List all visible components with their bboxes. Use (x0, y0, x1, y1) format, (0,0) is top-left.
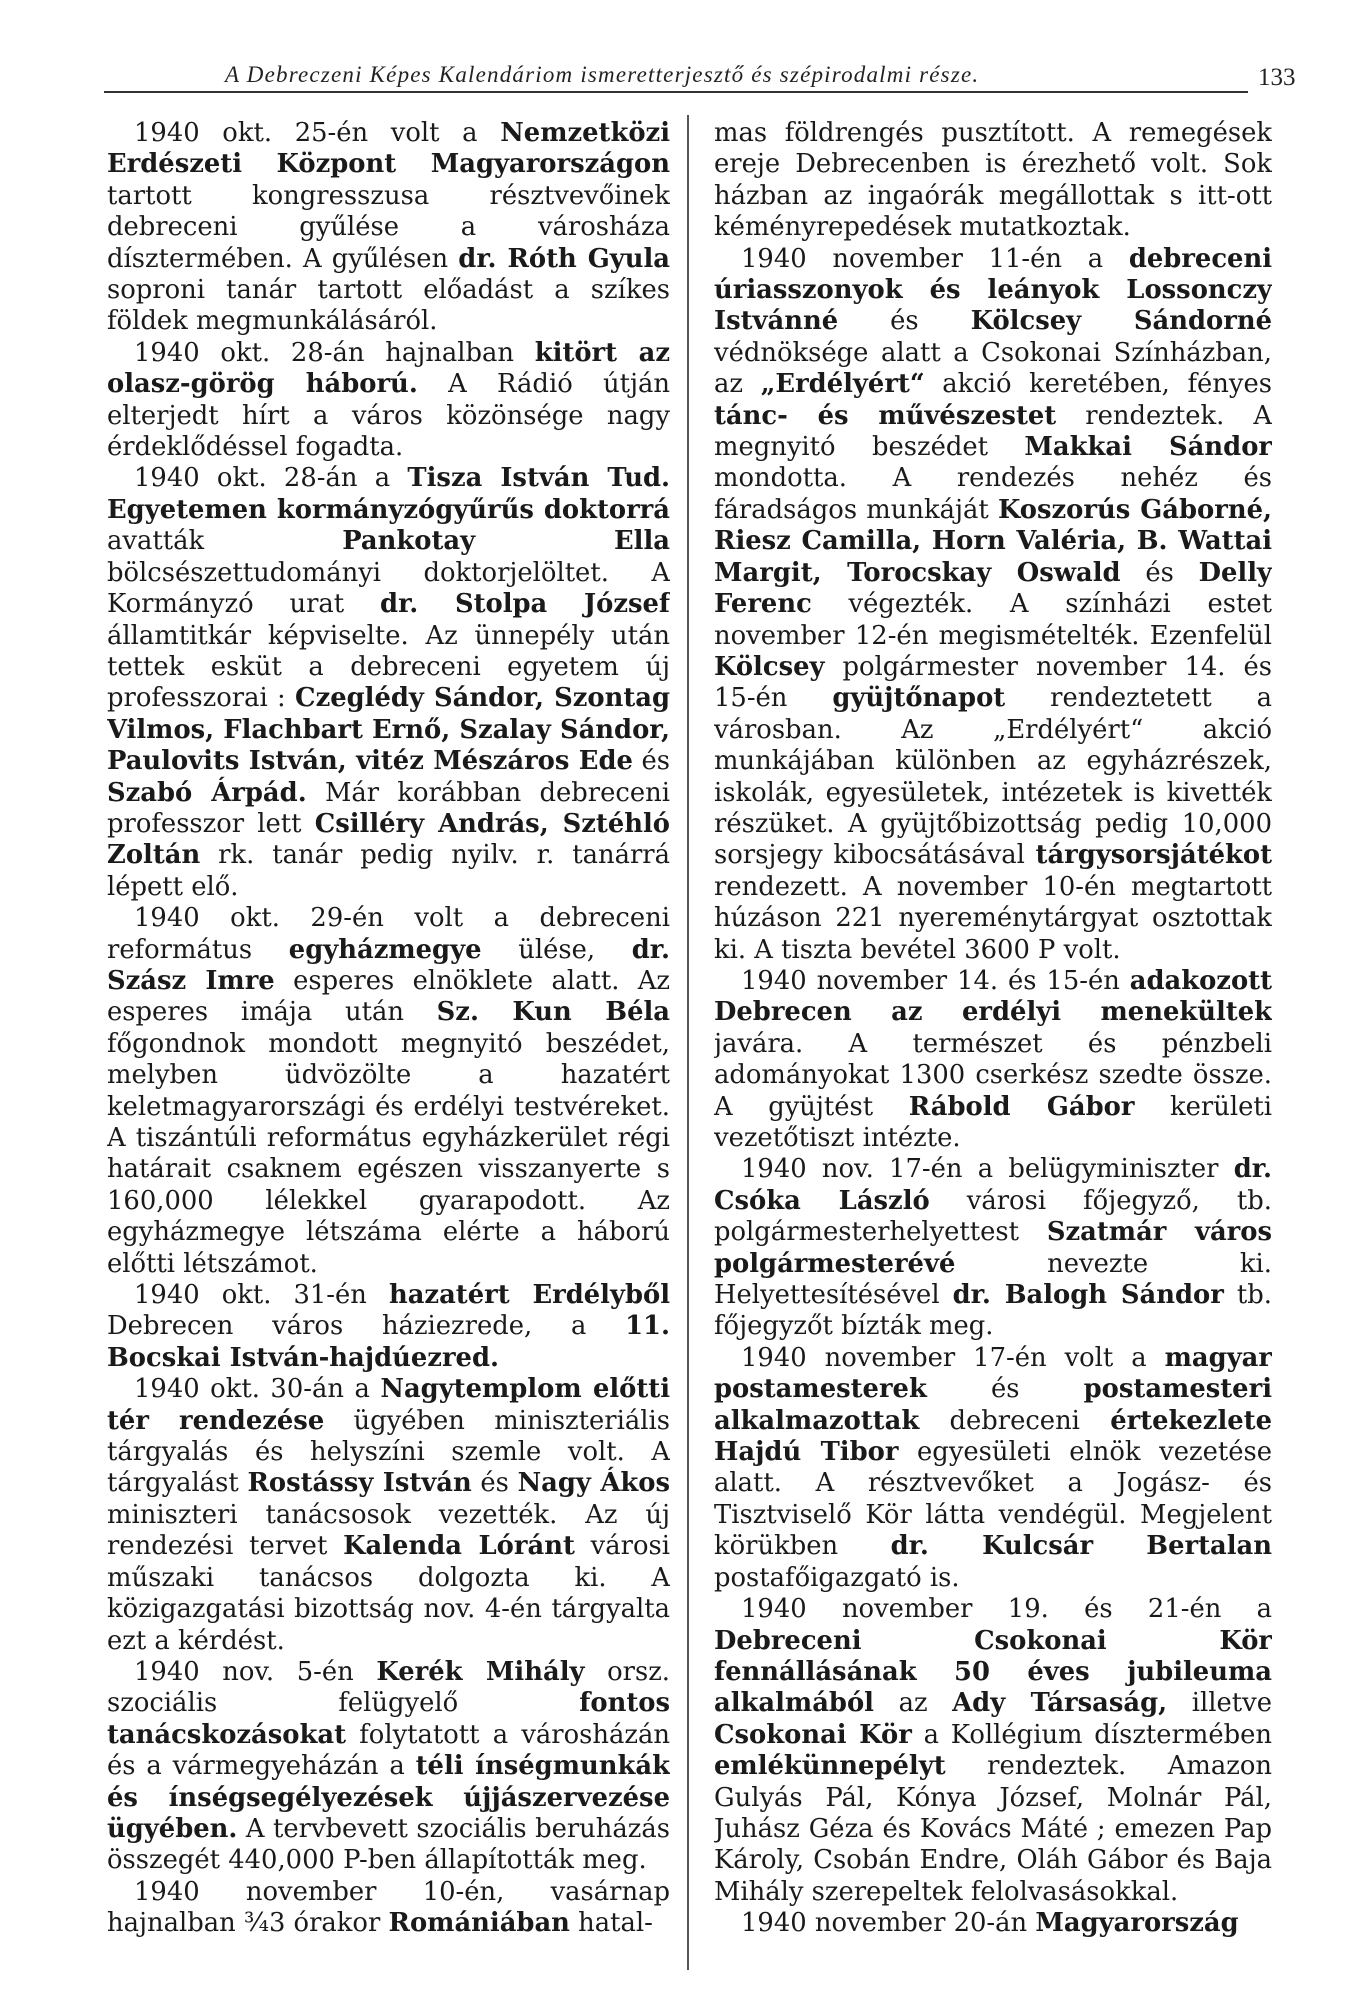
bold-text: Rábold Gábor (908, 1091, 1135, 1122)
text-segment: tb. főjegyzőt bízták meg. (714, 1280, 1272, 1342)
bold-text: Makkai Sándor (1024, 432, 1272, 463)
bold-text: dr. Stolpa József (380, 589, 670, 620)
bold-text: Tisza István Tud. Egyetemen kormányzógyűrűs doktorrá (107, 463, 670, 525)
paragraph (714, 1594, 1272, 1908)
bold-text: gyüjtőnapot (832, 683, 1006, 714)
text-segment: rendeztetett a városban. Az „Erdélyért“ akció munkájában különben az egyházrészek, iskolák, egyesületek, intézetek is kivették részüket. A gyüjtőbizottság pedig 10,000 sorsjegy kibocsátásával (714, 683, 1272, 871)
bold-text: Nagytemplom előtti tér rendezése (107, 1374, 670, 1436)
text-segment: postafőigazgató is. (714, 1562, 960, 1593)
text-segment: 1940 okt. 29-én volt a debreceni református (107, 903, 670, 965)
column-divider (687, 115, 689, 1970)
bold-text: Szabó Árpád. (107, 777, 307, 808)
bold-text: adakozott Debrecen az erdélyi menekültek (714, 965, 1272, 1028)
text-segment: 1940 november 10-én, vasárnap hajnalban ¾3 órakor (107, 1876, 670, 1939)
paragraph (107, 1280, 670, 1374)
bold-text: Csokonai Kör (714, 1719, 912, 1750)
bold-text: Delly Ferenc (714, 557, 1272, 620)
text-segment: 1940 okt. 31-én (134, 1280, 389, 1311)
text-segment: az (873, 1688, 953, 1719)
text-segment: avatták (107, 526, 343, 557)
text-segment: és (632, 746, 670, 777)
page-number: 133 (1258, 64, 1296, 91)
bold-text: tárgysorsjátékot (1035, 840, 1272, 871)
bold-text: Rostássy István (247, 1468, 472, 1499)
text-segment: városi műszaki tanácsos dolgozta ki. A közigazgatási bizottság nov. 4-én tárgyalta ezt a kérdést. (107, 1531, 670, 1656)
running-head-title: A Debreczeni Képes Kalendáriom ismeretterjesztő és szépirodalmi része. (225, 62, 980, 87)
bold-text: Kölcsey (714, 651, 825, 682)
text-segment: A Rádió útján elterjedt hírt a város közönsége nagy érdeklődéssel fogadta. (107, 369, 670, 463)
text-segment: illetve (1167, 1688, 1272, 1719)
text-segment: ülése, (481, 934, 632, 965)
bold-text: dr. Róth Gyula (458, 243, 670, 274)
text-segment: és (838, 306, 971, 337)
text-segment: hatal- (569, 1908, 653, 1939)
bold-text: értekezlete Hajdú Tibor (714, 1405, 1272, 1468)
bold-text: Kalenda Lóránt (343, 1531, 575, 1562)
text-segment: bölcsészettudományi doktorjelöltet. A Kormányzó urat (107, 557, 670, 620)
text-segment: Már korábban debreceni professzor lett (107, 777, 670, 839)
bold-text: hazatért Erdélyből (388, 1280, 670, 1311)
paragraph (107, 1374, 670, 1657)
text-segment: államtitkár képviselte. Az ünnepély után tettek esküt a debreceni egyetem új professzorai : (107, 620, 670, 714)
text-segment: és (1120, 557, 1199, 588)
bold-text: Csilléry András, Sztéhló Zoltán (107, 808, 670, 871)
bold-text: tánc- és művészestet (714, 400, 1057, 431)
text-segment: kerületi vezetőtiszt intézte. (714, 1091, 1272, 1153)
paragraph (714, 244, 1272, 966)
bold-text: Kölcsey Sándorné (970, 306, 1272, 337)
text-segment: védnöksége alatt a Csokonai Színházban, az (714, 337, 1272, 400)
text-segment: 1940 okt. 28-án hajnalban (134, 337, 535, 368)
text-segment: 1940 nov. 5-én (134, 1656, 377, 1687)
header-rule (104, 91, 1248, 93)
bold-text: Nagy Ákos (517, 1468, 670, 1499)
text-segment: 1940 november 14. és 15-én (741, 965, 1130, 996)
text-segment: mondotta. A rendezés nehéz és fáradságos munkáját (714, 463, 1272, 525)
bold-text: Pankotay Ella (342, 526, 670, 557)
bold-text: téli ínségmunkák és ínségsegélyezések újjászervezése ügyében. (107, 1751, 670, 1844)
bold-text: egyházmegye (288, 934, 482, 965)
text-segment: folytatott a városházán és a vármegyeházán a (107, 1719, 670, 1782)
bold-text: Nemzetközi Erdészeti Központ Magyarországon (107, 118, 670, 180)
bold-text: magyar postamesterek (714, 1342, 1272, 1405)
paragraph (107, 118, 670, 338)
text-segment: rendeztek. Amazon Gulyás Pál, Kónya József, Molnár Pál, Juhász Géza és Kovács Máté ; emezen Pap Károly, Csobán Endre, Oláh Gábor és Baja Mihály szerepeltek felolvasásokkal. (714, 1751, 1272, 1907)
text-segment: 1940 november 20-án (741, 1908, 1036, 1939)
bold-text: Koszorús Gáborné, Riesz Camilla, Horn Valéria, B. Wattai Margit, Torocskay Oswald (714, 494, 1272, 588)
bold-text: dr. Kulcsár Bertalan (890, 1531, 1272, 1562)
text-segment: rendeztek. A megnyitó beszédet (714, 400, 1272, 463)
text-segment: rk. tanár pedig nyilv. r. tanárrá lépett elő. (107, 840, 670, 902)
text-segment: végezték. A színházi estet november 12-én megismételték. Ezenfelül (714, 589, 1272, 651)
bold-text: dr. Szász Imre (107, 934, 670, 996)
bold-text: 11. Bocskai István-hajdúezred. (107, 1311, 670, 1373)
bold-text: Czeglédy Sándor, Szontag Vilmos, Flachbart Ernő, Szalay Sándor, Paulovits István, vitéz Mészáros Ede (107, 683, 670, 777)
bold-text: Magyarország (1035, 1908, 1239, 1939)
text-segment: nevezte ki. Helyettesítésével (714, 1248, 1272, 1311)
text-segment: 1940 november 11-én a (741, 243, 1129, 274)
paragraph (714, 118, 1272, 244)
text-segment: 1940 okt. 25-én volt a (134, 118, 501, 148)
paragraph (107, 1657, 670, 1877)
text-segment: akció keretében, fényes (924, 369, 1272, 400)
text-segment: városi főjegyző, tb. polgármesterhelyettest (714, 1185, 1272, 1248)
text-segment: egyesületi elnök vezetése alatt. A résztvevőket a Jogász- és Tisztviselő Kör látta vendégül. Megjelent körükben (714, 1437, 1272, 1562)
bold-text: dr. Balogh Sándor (952, 1280, 1224, 1311)
bold-text: Kerék Mihály (376, 1656, 585, 1687)
text-segment: a Kollégium dísztermében (911, 1719, 1272, 1750)
text-segment: A tervbevett szociális beruházás összegét 440,000 P-ben állapították meg. (107, 1813, 670, 1876)
text-segment: és (926, 1374, 1084, 1405)
text-segment: és (471, 1468, 518, 1499)
left-column (107, 118, 670, 1983)
bold-text: „Erdélyért“ (760, 369, 925, 400)
bold-text: Ady Társaság, (952, 1688, 1168, 1719)
bold-text: emlékünnepélyt (714, 1751, 946, 1782)
text-segment: debreceni (919, 1405, 1111, 1436)
bold-text: Sz. Kun Béla (436, 997, 670, 1028)
paragraph (107, 338, 670, 464)
text-segment: miniszteri tanácsosok vezették. Az új rendezési tervet (107, 1499, 670, 1562)
bold-text: Romániában (388, 1908, 570, 1939)
text-segment: Debrecen város háziezrede, a (107, 1311, 626, 1342)
text-segment: 1940 november 17-én volt a (741, 1342, 1165, 1373)
text-segment: mas földrengés pusztított. A remegések ereje Debrecenben is érezhető volt. Sok házban az ingaórák megállottak s itt-ott kéményrepedések mutatkoztak. (714, 118, 1272, 243)
paragraph (107, 463, 670, 903)
paragraph (714, 966, 1272, 1154)
text-segment: javára. A természet és pénzbeli adományokat 1300 cserkész szedte össze. A gyüjtést (714, 1028, 1272, 1122)
text-segment: orsz. szociális felügyelő (107, 1656, 670, 1719)
right-column (714, 118, 1272, 1983)
text-segment: 1940 okt. 30-án a (134, 1374, 381, 1405)
bold-text: Debreceni Csokonai Kör fennállásának 50 éves jubileuma alkalmából (714, 1625, 1272, 1719)
paragraph (714, 1154, 1272, 1342)
text-segment: ügyében miniszteriális tárgyalás és helyszíni szemle volt. A tárgyalást (107, 1405, 670, 1499)
text-segment: polgármester november 14. és 15-én (714, 651, 1272, 714)
text-segment: rendezett. A november 10-én megtartott húzáson 221 nyereménytárgyat osztottak ki. A tiszta bevétel 3600 P volt. (714, 871, 1272, 965)
bold-text: fontos tanácskozásokat (107, 1688, 670, 1750)
paragraph (714, 1343, 1272, 1594)
bold-text: postamesteri alkalmazottak (714, 1374, 1272, 1436)
bold-text: kitört az olasz-görög háború. (107, 337, 670, 400)
bold-text: Szatmár város polgármesterévé (714, 1217, 1272, 1279)
paragraph (107, 903, 670, 1280)
text-segment: főgondnok mondott megnyitó beszédet, melyben üdvözölte a hazatért keletmagyarországi és erdélyi testvéreket. A tiszántúli református egyházkerület régi határait csaknem egészen visszanyerte s 160,000 lélekkel gyarapodott. Az egyházmegye létszáma elérte a háború előtti létszámot. (107, 1028, 670, 1279)
bold-text: debreceni úriasszonyok és leányok Lossonczy Istvánné (714, 243, 1272, 337)
text-segment: 1940 november 19. és 21-én a (741, 1594, 1272, 1625)
text-segment: tartott kongresszusa résztvevőinek debreceni gyűlése a városháza dísztermében. A gyűlésen (107, 180, 670, 274)
text-segment: soproni tanár tartott előadást a szíkes földek megmunkálásáról. (107, 275, 670, 337)
paragraph (714, 1908, 1272, 1939)
text-segment: 1940 nov. 17-én a belügyminiszter (741, 1154, 1234, 1185)
text-segment: 1940 okt. 28-án a (134, 463, 408, 494)
running-head (0, 40, 1352, 90)
bold-text: dr. Csóka László (714, 1154, 1272, 1216)
paragraph (107, 1877, 670, 1940)
text-segment: esperes elnöklete alatt. Az esperes imája után (107, 965, 670, 1028)
